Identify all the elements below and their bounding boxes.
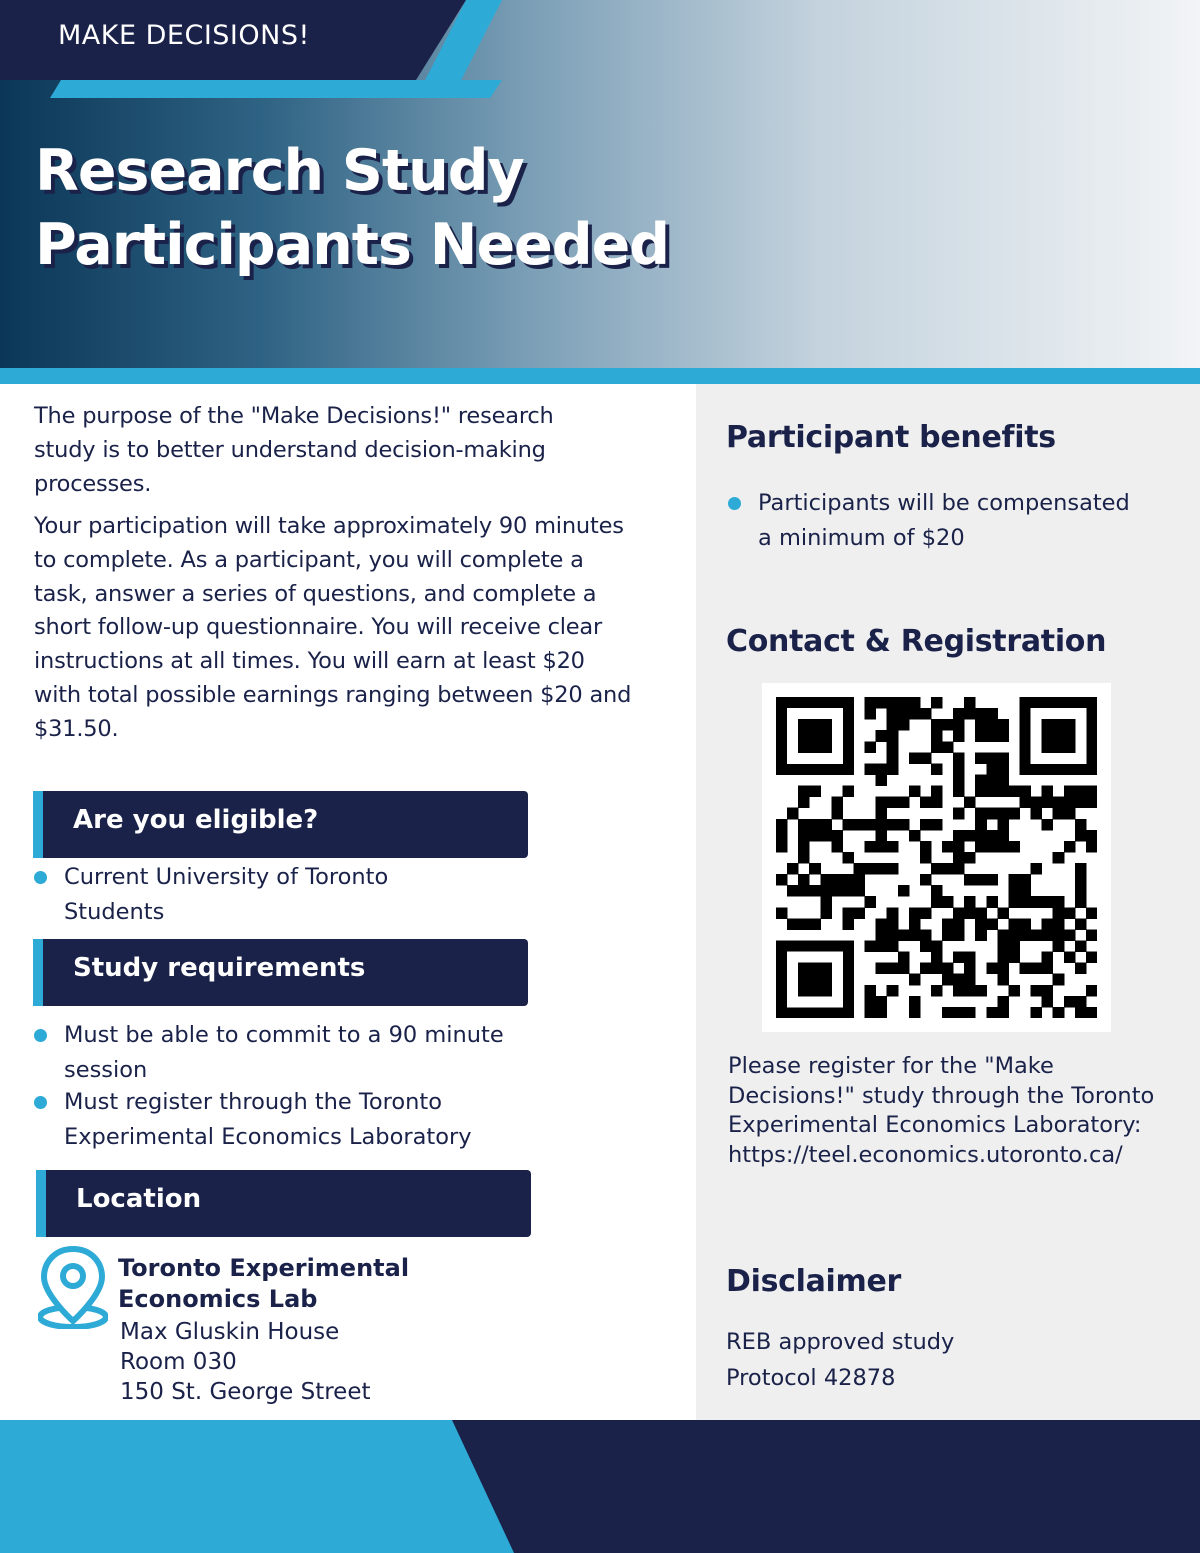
requirement-item: [64, 1018, 514, 1088]
location-name-line: Economics Lab: [118, 1285, 318, 1313]
eligibility-heading: Are you eligible?: [73, 805, 319, 835]
address-line: Room 030: [120, 1349, 237, 1375]
location-address: [120, 1317, 371, 1407]
eligibility-heading-bar: [33, 791, 528, 858]
contact-heading: Contact & Registration: [726, 624, 1107, 659]
bullet-icon: [34, 1096, 47, 1109]
location-name-line: Toronto Experimental: [118, 1254, 410, 1282]
location-pin-icon: [38, 1245, 108, 1329]
header-accent-stripe-bottom: [50, 80, 502, 98]
purpose-paragraph: The purpose of the "Make Decisions!" research study is to better understand decision-making processes.: [34, 403, 554, 497]
requirement-item-text: Must register through the Toronto Experimental Economics Laboratory: [64, 1089, 472, 1150]
disclaimer-text: [726, 1325, 954, 1396]
bullet-icon: [34, 871, 47, 884]
location-heading-bar: [36, 1170, 531, 1237]
bullet-icon: [34, 1029, 47, 1042]
header-tag: MAKE DECISIONS!: [58, 20, 310, 51]
title-line-2: Participants Needed: [35, 212, 670, 278]
address-line: 150 St. George Street: [120, 1379, 371, 1405]
registration-text: Please register for the "Make Decisions!" study through the Toronto Experimental Economics Laboratory: https://teel.economics.utoronto.ca/: [728, 1053, 1155, 1168]
details-paragraph: Your participation will take approximately 90 minutes to complete. As a participant, you will complete a task, answer a series of questions, and complete a short follow-up questionnaire. You will receive clear instructions at all times. You will earn at least $20 with total possible earnings ranging between $20 and $31.50.: [34, 513, 632, 742]
benefit-item: [758, 486, 1138, 556]
header-divider: [0, 368, 1200, 384]
requirements-heading-bar: [33, 939, 528, 1006]
location-name: [118, 1253, 409, 1315]
title-line-1: Research Study: [35, 138, 524, 204]
requirement-item: [64, 1085, 554, 1155]
requirement-item-text: Must be able to commit to a 90 minute session: [64, 1022, 504, 1083]
footer-accent: [452, 1420, 1200, 1553]
benefit-item-text: Participants will be compensated a minimum of $20: [758, 490, 1130, 551]
requirements-heading: Study requirements: [73, 953, 366, 983]
disclaimer-heading: Disclaimer: [726, 1264, 902, 1299]
bullet-icon: [728, 497, 741, 510]
eligibility-item-text: Current University of Toronto Students: [64, 864, 389, 925]
qr-code-icon: [776, 697, 1097, 1018]
disclaimer-line: REB approved study: [726, 1329, 955, 1355]
address-line: Max Gluskin House: [120, 1319, 340, 1345]
disclaimer-line: Protocol 42878: [726, 1364, 896, 1391]
page-title: [35, 134, 669, 282]
location-heading: Location: [76, 1184, 202, 1214]
registration-qr-code[interactable]: [762, 683, 1111, 1032]
benefits-heading: Participant benefits: [726, 420, 1056, 455]
eligibility-item: [64, 860, 484, 930]
